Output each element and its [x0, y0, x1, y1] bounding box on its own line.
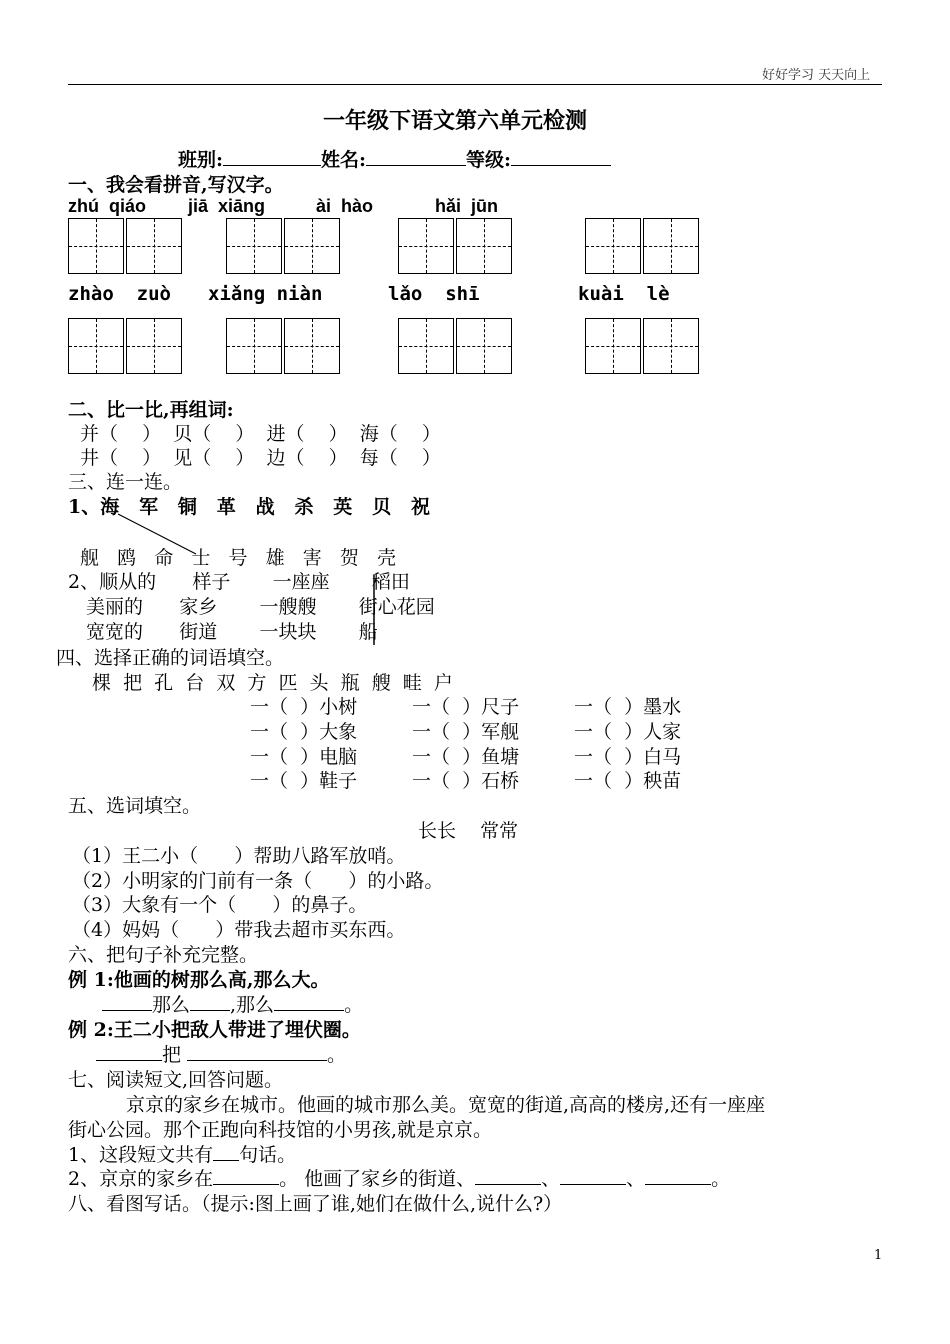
section3-heading: 三、连一连。 — [68, 471, 183, 493]
section4-heading: 四、选择正确的词语填空。 — [56, 647, 285, 669]
measure-item: 一（ ）大象 — [250, 721, 358, 743]
match-line-3: 2、顺从的 样子 一座座 稻田 — [68, 571, 410, 593]
page-title: 一年级下语文第六单元检测 — [323, 108, 588, 134]
class-label: 班别: — [178, 149, 224, 171]
measure-word-bank: 棵 把 孔 台 双 方 匹 头 瓶 艘 畦 户 — [92, 672, 453, 694]
example-1-fill — [102, 990, 363, 1017]
answer-blank[interactable] — [213, 1142, 239, 1161]
pinyin-2: jiā xiāng — [188, 196, 266, 216]
question-text: 、 — [626, 1168, 646, 1190]
word-options: 长长 常常 — [418, 820, 519, 842]
example-2: 例 2:王二小把敌人带进了埋伏圈。 — [68, 1019, 361, 1041]
question-text: 。 他画了家乡的街道、 — [279, 1168, 476, 1190]
answer-blank[interactable] — [560, 1166, 626, 1185]
match-line-4: 美丽的 家乡 一艘艘 街心花园 — [86, 596, 435, 618]
pinyin-6: xiǎng niàn — [208, 283, 323, 305]
question-text: 2、京京的家乡在 — [68, 1168, 214, 1190]
compare-line-1: 并（ ） 贝（ ） 进（ ） 海（ ） — [80, 423, 441, 445]
fill-question-1: （1）王二小（ ）帮助八路军放哨。 — [72, 845, 406, 867]
question-text: 1、这段短文共有 — [68, 1144, 214, 1166]
measure-item: 一（ ）尺子 — [412, 696, 520, 718]
fill-text: 把 — [162, 1044, 188, 1066]
pinyin-7: lǎo shī — [388, 283, 480, 305]
compare-line-2: 井（ ） 见（ ） 边（ ） 每（ ） — [80, 447, 441, 469]
fill-blank[interactable] — [187, 1042, 327, 1061]
answer-blank[interactable] — [645, 1166, 711, 1185]
section1-heading: 一、我会看拼音,写汉字。 — [68, 174, 284, 196]
pinyin-3: ài hào — [316, 196, 374, 216]
pinyin-1: zhú qiáo — [68, 196, 146, 216]
pinyin-8: kuài lè — [578, 283, 670, 305]
measure-item: 一（ ）小树 — [250, 696, 358, 718]
answer-blank[interactable] — [475, 1166, 541, 1185]
fill-question-2: （2）小明家的门前有一条（ ）的小路。 — [72, 870, 444, 892]
section5-heading: 五、选词填空。 — [68, 795, 202, 817]
fill-blank[interactable] — [102, 992, 152, 1011]
fill-question-4: （4）妈妈（ ）带我去超市买东西。 — [72, 919, 406, 941]
reading-paragraph-line-2: 街心公园。那个正跑向科技馆的小男孩,就是京京。 — [68, 1119, 493, 1141]
section6-heading: 六、把句子补充完整。 — [68, 944, 259, 966]
measure-item: 一（ ）墨水 — [574, 696, 682, 718]
page-number: 1 — [874, 1248, 883, 1263]
pinyin-5: zhào zuò — [68, 283, 171, 305]
reading-question-1 — [68, 1140, 296, 1167]
fill-question-3: （3）大象有一个（ ）的鼻子。 — [72, 894, 368, 916]
example-1: 例 1:他画的树那么高,那么大。 — [68, 969, 330, 991]
question-text: 句话。 — [239, 1144, 297, 1166]
measure-item: 一（ ）电脑 — [250, 746, 358, 768]
match-line-2: 舰 鸥 命 士 号 雄 害 贺 壳 — [80, 547, 396, 569]
fill-blank[interactable] — [96, 1042, 162, 1061]
fill-text: 那么 — [152, 994, 191, 1016]
measure-item: 一（ ）鱼塘 — [412, 746, 520, 768]
measure-item: 一（ ）秧苗 — [574, 770, 682, 792]
measure-item: 一（ ）鞋子 — [250, 770, 358, 792]
section8-heading: 八、看图写话。（提示:图上画了谁,她们在做什么,说什么?） — [68, 1193, 563, 1215]
pinyin-4: hǎi jūn — [435, 196, 498, 216]
reading-paragraph-line-1: 京京的家乡在城市。他画的城市那么美。宽宽的街道,高高的楼房,还有一座座 — [126, 1094, 766, 1116]
reading-question-2 — [68, 1164, 730, 1191]
measure-item: 一（ ）石桥 — [412, 770, 520, 792]
name-label: 姓名: — [321, 149, 367, 171]
fill-text: 。 — [327, 1044, 347, 1066]
answer-blank[interactable] — [213, 1166, 279, 1185]
question-text: 、 — [541, 1168, 561, 1190]
fill-text: ,那么 — [230, 994, 275, 1016]
measure-item: 一（ ）军舰 — [412, 721, 520, 743]
section2-heading: 二、比一比,再组词: — [68, 399, 234, 421]
match-line-1: 1、海 军 铜 革 战 杀 英 贝 祝 — [68, 496, 430, 518]
measure-item: 一（ ）人家 — [574, 721, 682, 743]
example-2-fill — [96, 1040, 346, 1067]
measure-item: 一（ ）白马 — [574, 746, 682, 768]
fill-text: 。 — [344, 994, 364, 1016]
section7-heading: 七、阅读短文,回答问题。 — [68, 1069, 284, 1091]
match-line-5: 宽宽的 街道 一块块 船 — [86, 621, 378, 643]
grade-label: 等级: — [466, 149, 512, 171]
fill-blank[interactable] — [190, 992, 230, 1011]
question-text: 。 — [711, 1168, 731, 1190]
header-slogan: 好好学习 天天向上 — [762, 68, 871, 83]
fill-blank[interactable] — [274, 992, 344, 1011]
